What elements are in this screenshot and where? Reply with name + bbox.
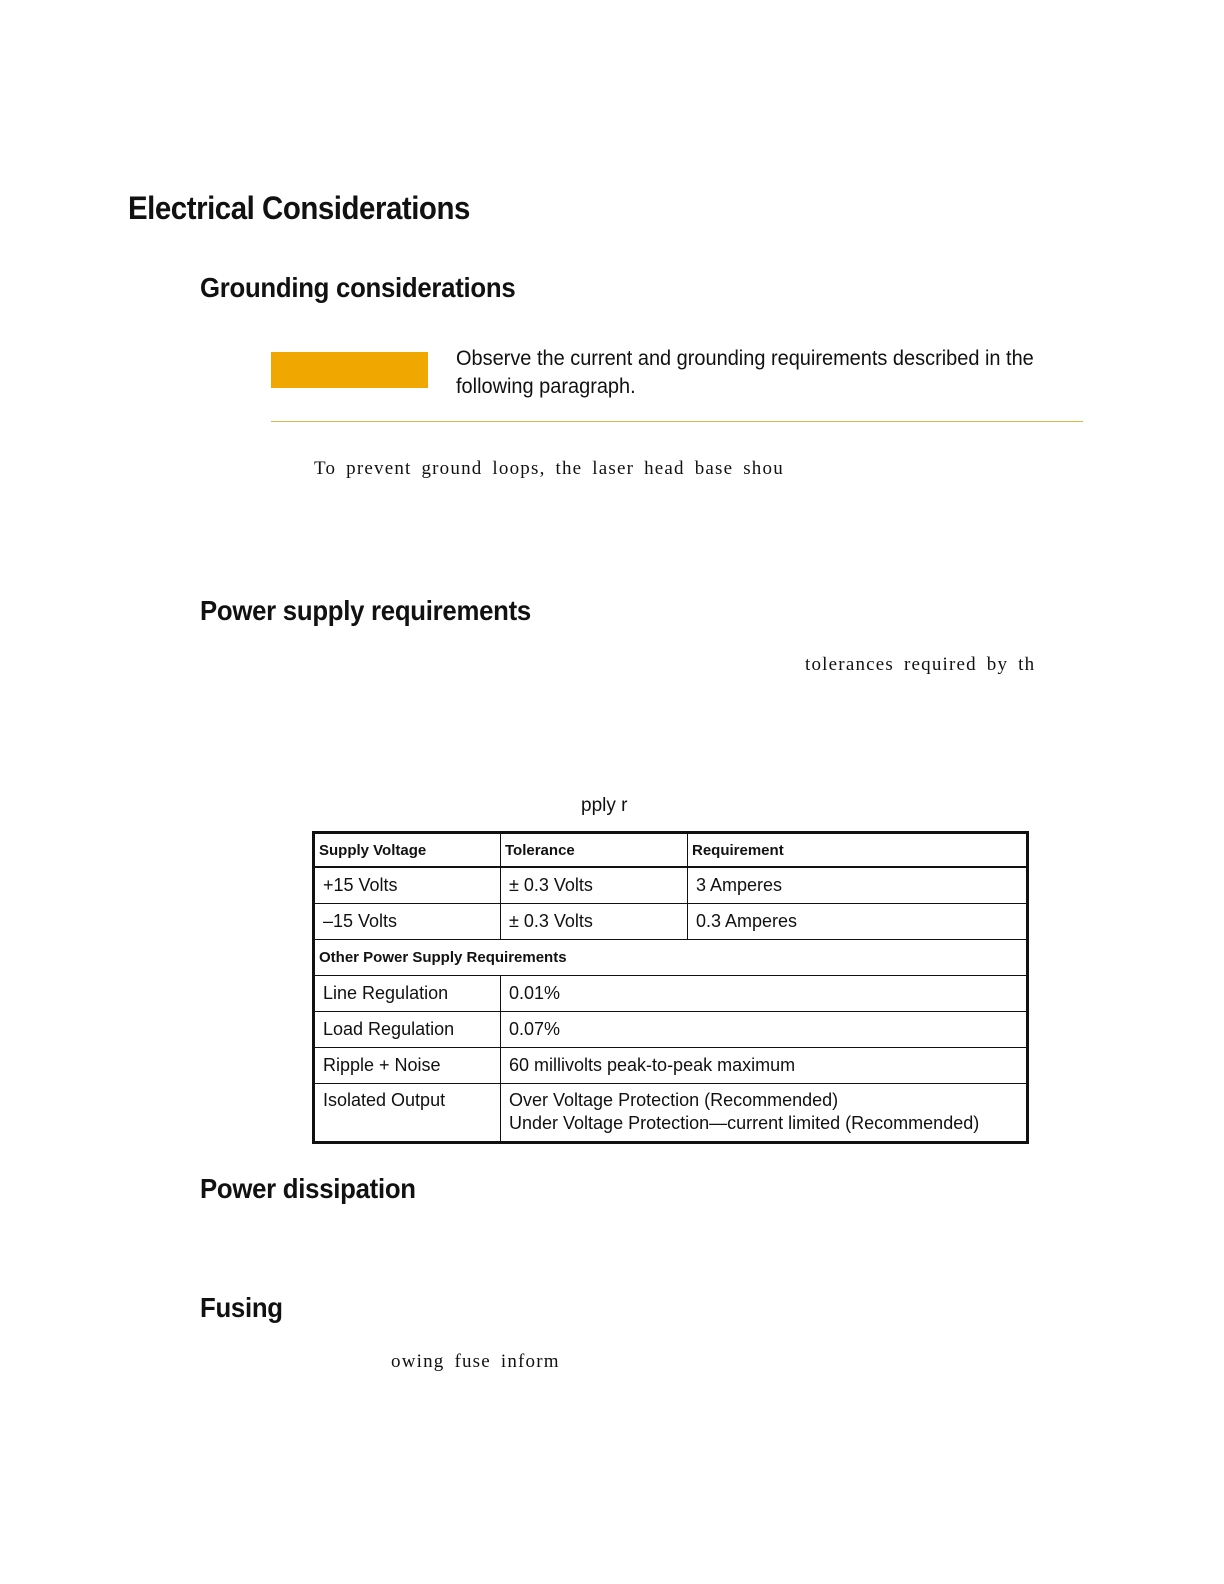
- cell-value: 60 millivolts peak-to-peak maximum: [501, 1048, 1028, 1084]
- power-supply-paragraph: tolerances required by th: [805, 654, 1036, 675]
- cell-parameter: Isolated Output: [314, 1084, 501, 1143]
- table-row: [314, 867, 1028, 904]
- over-voltage-line: Over Voltage Protection (Recommended): [509, 1090, 839, 1110]
- table-row: [314, 1084, 1028, 1143]
- header-tolerance: Tolerance: [501, 833, 688, 868]
- table-row: [314, 1012, 1028, 1048]
- caution-divider: [271, 421, 1083, 422]
- cell-parameter: Line Regulation: [314, 976, 501, 1012]
- table-caption: pply r: [581, 795, 628, 816]
- cell-tolerance: ± 0.3 Volts: [501, 904, 688, 940]
- grounding-heading: Grounding considerations: [200, 272, 516, 303]
- power-supply-table: [312, 831, 1029, 1144]
- section-label: Other Power Supply Requirements: [314, 940, 1028, 976]
- table-row: [314, 1048, 1028, 1084]
- table-section-row: [314, 940, 1028, 976]
- power-dissipation-heading: Power dissipation: [200, 1173, 416, 1204]
- header-supply-voltage: Supply Voltage: [314, 833, 501, 868]
- cell-voltage: +15 Volts: [314, 867, 501, 904]
- cell-parameter: Load Regulation: [314, 1012, 501, 1048]
- fusing-paragraph: owing fuse inform: [391, 1351, 560, 1372]
- cell-value: 0.07%: [501, 1012, 1028, 1048]
- table-row: [314, 904, 1028, 940]
- header-requirement: Requirement: [688, 833, 1028, 868]
- table-header-row: [314, 833, 1028, 868]
- caution-bar: [271, 352, 428, 388]
- page-title: Electrical Considerations: [128, 190, 470, 226]
- grounding-paragraph: To prevent ground loops, the laser head base shou: [314, 458, 784, 479]
- under-voltage-line: Under Voltage Protection—current limited (Recommended): [509, 1113, 980, 1133]
- cell-requirement: 3 Amperes: [688, 867, 1028, 904]
- cell-requirement: 0.3 Amperes: [688, 904, 1028, 940]
- power-supply-heading: Power supply requirements: [200, 595, 531, 626]
- cell-voltage: –15 Volts: [314, 904, 501, 940]
- caution-text: Observe the current and grounding requirements described in the following paragraph.: [456, 347, 1034, 398]
- cell-value: [501, 1084, 1028, 1143]
- table-row: [314, 976, 1028, 1012]
- cell-tolerance: ± 0.3 Volts: [501, 867, 688, 904]
- cell-value: 0.01%: [501, 976, 1028, 1012]
- cell-parameter: Ripple + Noise: [314, 1048, 501, 1084]
- fusing-heading: Fusing: [200, 1292, 283, 1323]
